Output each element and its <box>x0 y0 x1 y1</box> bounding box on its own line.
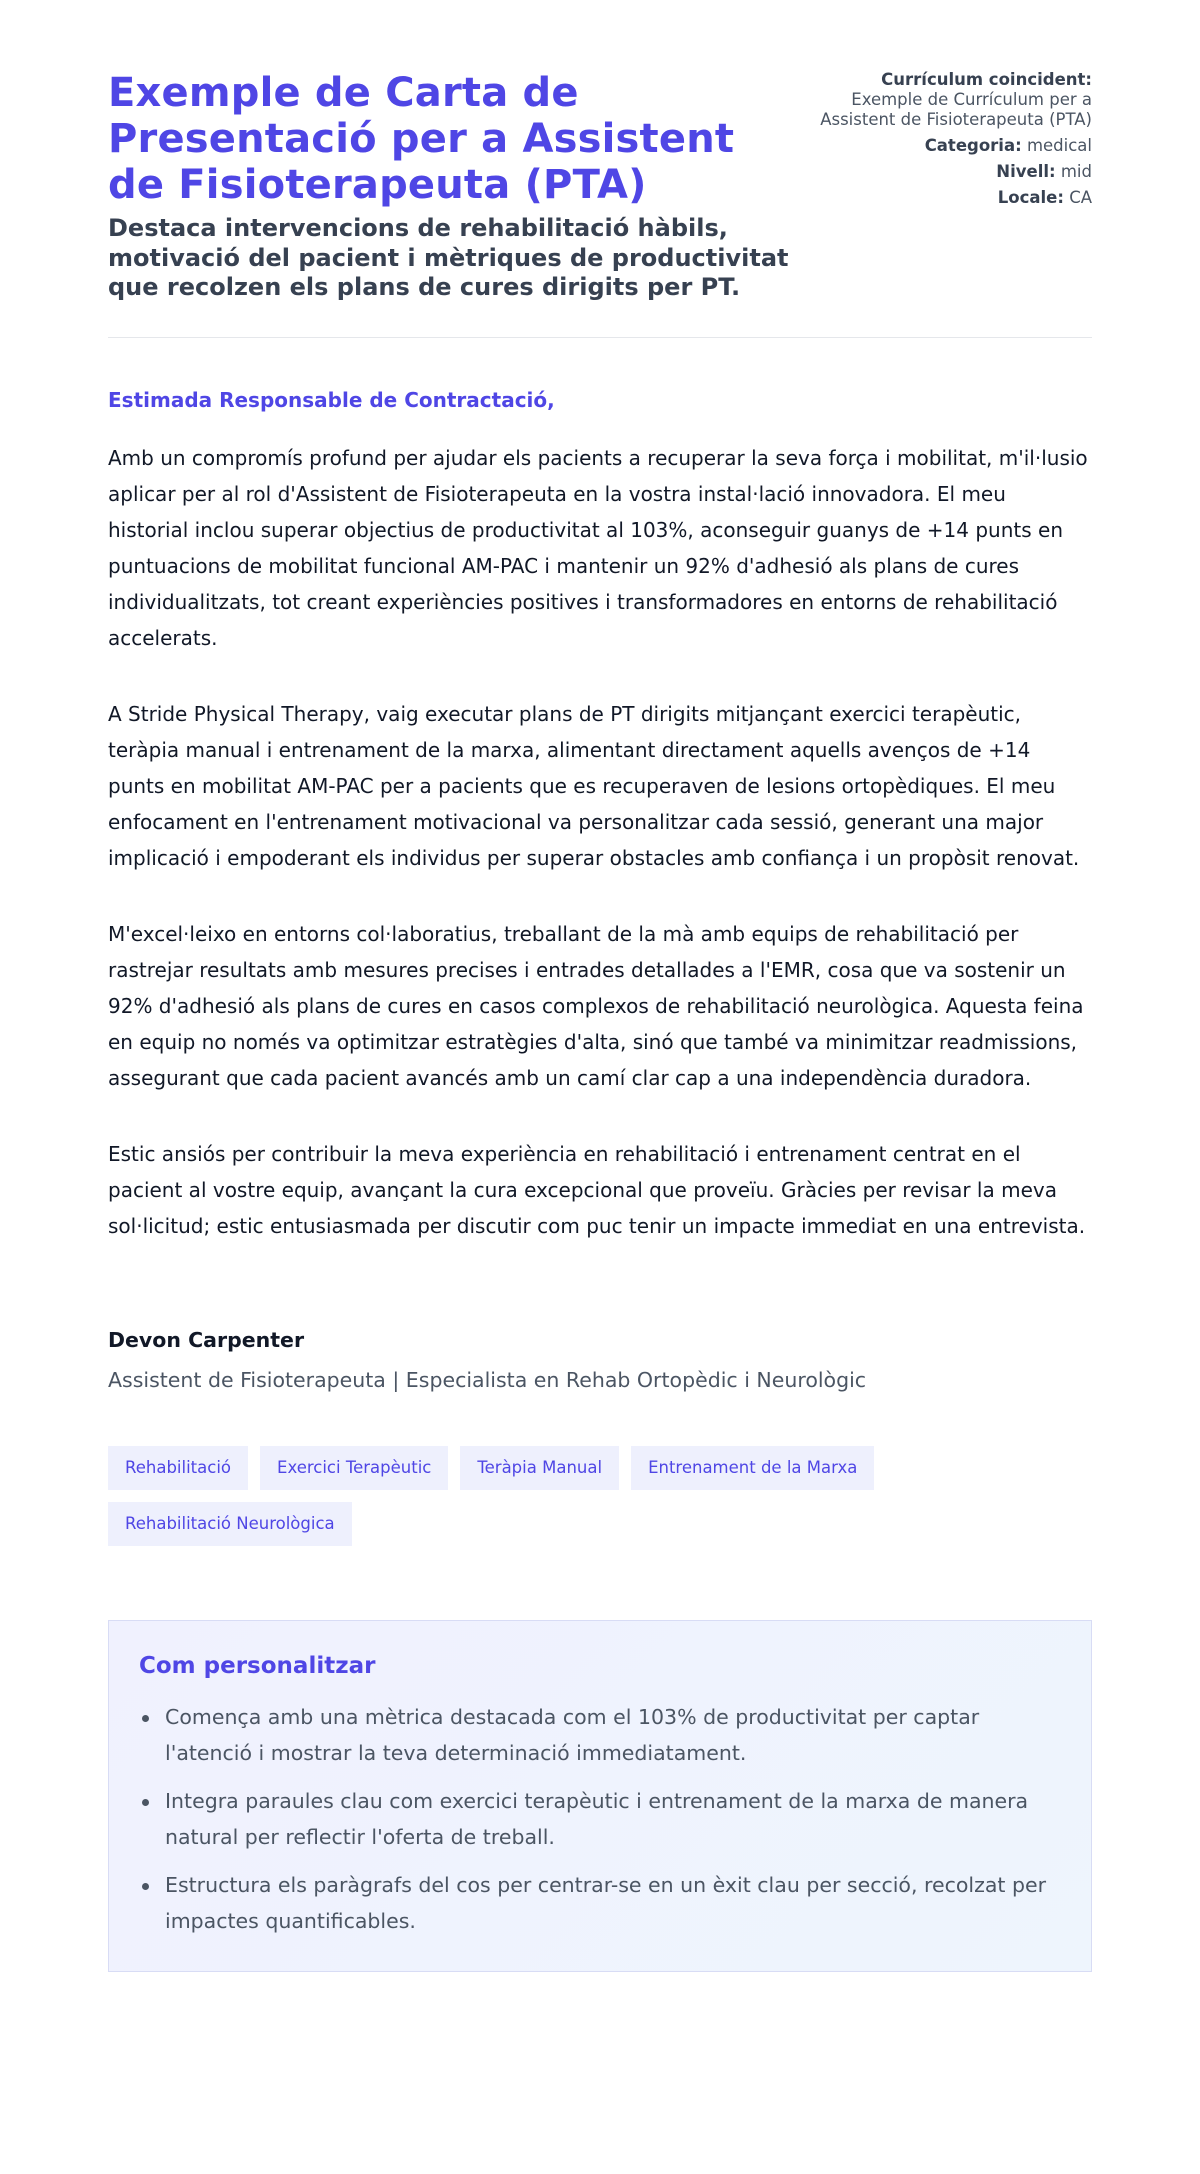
letter-body <box>108 338 1092 1392</box>
meta-level-label: Nivell: <box>996 162 1056 181</box>
meta-resume <box>804 70 1092 130</box>
meta-resume-link[interactable]: Exemple de Currículum per a Assistent de Fisioterapeuta (PTA) <box>820 90 1092 129</box>
paragraph-4: Estic ansiós per contribuir la meva experiència en rehabilitació i entrenament centrat en el pacient al vostre equip, avançant la cura excepcional que proveïu. Gràcies per revisar la meva sol·licitud; estic entusiasmada per discutir com puc tenir un impacte immediat en una entrevista. <box>108 1141 1086 1238</box>
skill-tag: Rehabilitació Neurològica <box>108 1502 352 1546</box>
page-header <box>108 70 1092 338</box>
paragraph-3: M'excel·leixo en entorns col·laboratius, treballant de la mà amb equips de rehabilitació per rastrejar resultats amb mesures precises i entrades detallades a l'EMR, cosa que va sostenir un 92% d'adhesió als plans de cures en casos complexos de rehabilitació neurològica. Aquesta feina en equip no només va optimitzar estratègies d'alta, sinó que també va minimitzar readmissions, assegurant que cada pacient avancés amb un camí clar cap a una independència duradora. <box>108 921 1084 1090</box>
skill-tag: Rehabilitació <box>108 1446 248 1490</box>
meta-level-value: mid <box>1060 162 1092 181</box>
skill-tag: Teràpia Manual <box>460 1446 619 1490</box>
customization-tips <box>108 1620 1092 1972</box>
meta-level <box>804 162 1092 182</box>
tips-title: Com personalitzar <box>139 1652 376 1679</box>
meta-locale <box>804 188 1092 208</box>
page-subtitle: Destaca intervencions de rehabilitació hàbils, motivació del pacient i mètriques de productivitat que recolzen els plans de cures dirigits per PT. <box>108 214 789 301</box>
meta-panel <box>804 70 1092 214</box>
tip-item: Integra paraules clau com exercici terapèutic i entrenament de la marxa de manera natural per reflectir l'oferta de treball. <box>139 1783 1061 1855</box>
skill-tag: Entrenament de la Marxa <box>631 1446 874 1490</box>
meta-category-value: medical <box>1026 136 1092 155</box>
meta-category-label: Categoria: <box>924 136 1022 155</box>
tip-item: Comença amb una mètrica destacada com el 103% de productivitat per captar l'atenció i mostrar la teva determinació immediatament. <box>139 1699 1061 1771</box>
meta-locale-value: CA <box>1069 188 1092 207</box>
signature <box>108 1328 1092 1392</box>
signature-name: Devon Carpenter <box>108 1327 305 1352</box>
signature-title: Assistent de Fisioterapeuta | Especialista en Rehab Ortopèdic i Neurològic <box>108 1367 867 1392</box>
meta-resume-label: Currículum coincident: <box>881 70 1092 89</box>
skill-tags <box>108 1446 988 1546</box>
paragraph-1: Amb un compromís profund per ajudar els pacients a recuperar la seva força i mobilitat, m'il·lusio aplicar per al rol d'Assistent de Fisioterapeuta en la vostra instal·lació innovadora. El meu historial inclou superar objectius de productivitat al 103%, aconseguir guanys de +14 punts en puntuacions de mobilitat funcional AM-PAC i mantenir un 92% d'adhesió als plans de cures individualitzats, tot creant experiències positives i transformadores en entorns de rehabilitació accelerats. <box>108 445 1088 650</box>
meta-category <box>804 136 1092 156</box>
header-titles <box>108 70 804 303</box>
skill-tag: Exercici Terapèutic <box>260 1446 448 1490</box>
tips-list <box>139 1699 1061 1939</box>
meta-locale-label: Locale: <box>997 188 1064 207</box>
salutation: Estimada Responsable de Contractació, <box>108 387 555 412</box>
tip-item: Estructura els paràgrafs del cos per centrar-se en un èxit clau per secció, recolzat per impactes quantificables. <box>139 1867 1061 1939</box>
page-title: Exemple de Carta de Presentació per a Assistent de Fisioterapeuta (PTA) <box>108 70 735 208</box>
paragraph-2: A Stride Physical Therapy, vaig executar plans de PT dirigits mitjançant exercici terapèutic, teràpia manual i entrenament de la marxa, alimentant directament aquells avenços de +14 punts en mobilitat AM-PAC per a pacients que es recuperaven de lesions ortopèdiques. El meu enfocament en l'entrenament motivacional va personalitzar cada sessió, generant una major implicació i empoderant els individus per superar obstacles amb confiança i un propòsit renovat. <box>108 701 1080 870</box>
